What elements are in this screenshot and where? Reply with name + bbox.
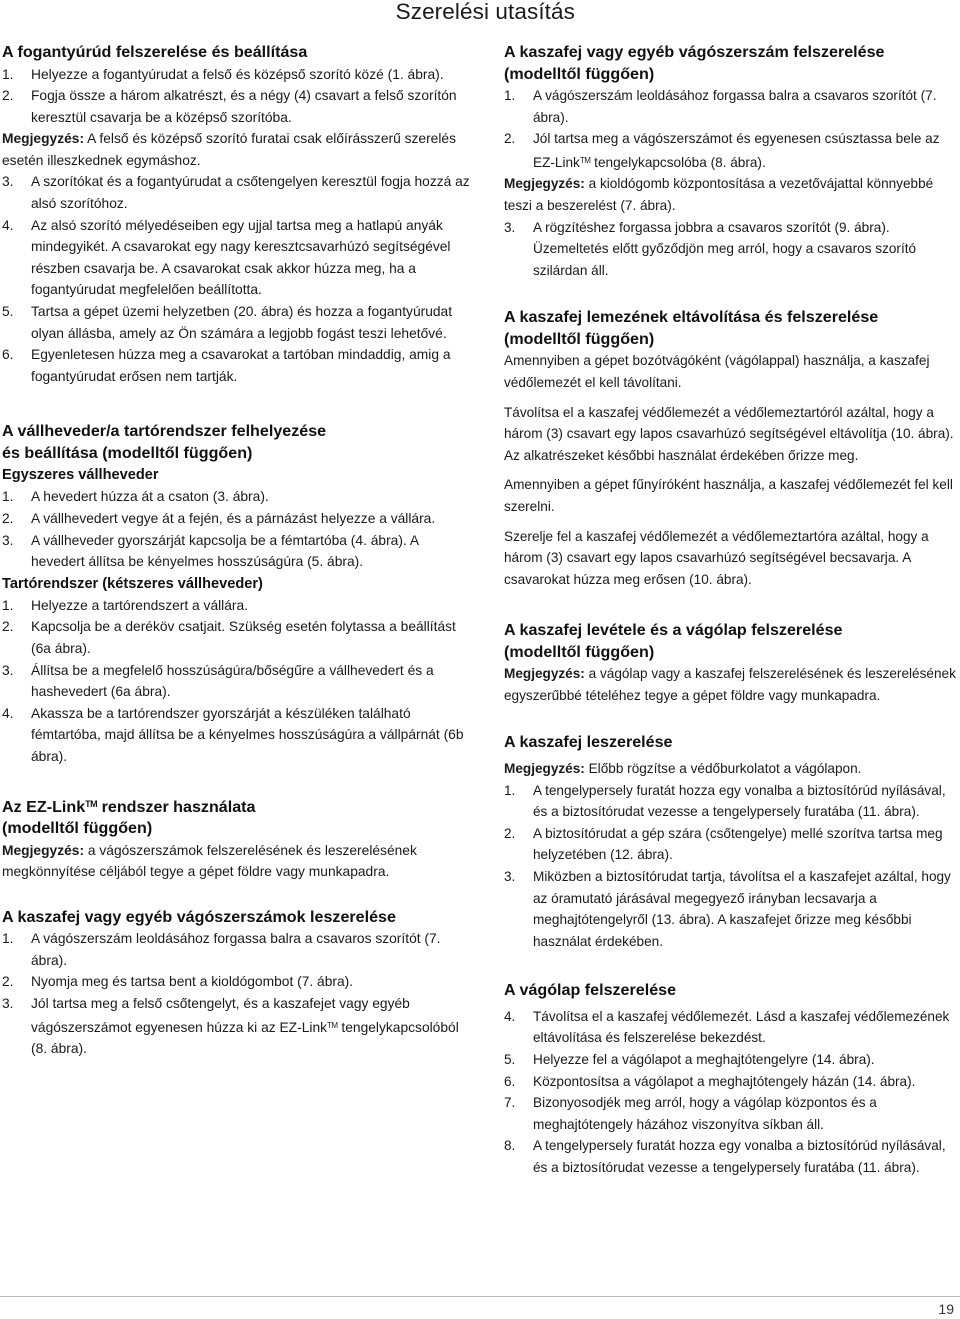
step-number: 2. <box>2 88 14 104</box>
heading-line: A kaszafej lemezének eltávolítása és felszerelése <box>504 308 879 327</box>
footer-divider <box>0 1296 960 1297</box>
section-heading: A fogantyúrúd felszerelése és beállítása <box>2 43 308 61</box>
step-number: 8. <box>504 1138 516 1154</box>
step-text: Jól tartsa meg a felső csőtengelyt, és a kaszafejet vagy egyéb vágószerszámot egyenesen húzza ki az EZ-Link <box>31 996 410 1035</box>
heading-line: A kaszafej vagy egyéb vágószerszám felszerelése <box>504 43 885 61</box>
step-text: Nyomja meg és tartsa bent a kioldógombot (7. ábra). <box>31 974 354 990</box>
step-text: A tengelypersely furatát hozza egy vonalba a biztosítórúd nyílásával, és a biztosítórudat vezesse a tengelypersely furatába (11. ábra). <box>533 1138 946 1175</box>
paragraph: Amennyiben a gépet fűnyíróként használja, a kaszafej védőlemezét fel kell szerelni. <box>504 477 953 514</box>
left-column <box>2 42 472 1060</box>
step-text: Kapcsolja be a deréköv csatjait. Szükség esetén folytassa a beállítást (6a ábra). <box>31 619 456 656</box>
subsection-heading: Egyszeres vállheveder <box>2 467 159 484</box>
step-number: 1. <box>2 489 14 505</box>
note-label: Megjegyzés: <box>504 176 585 192</box>
note-text: a kioldógomb központosítása a vezetővájattal könnyebbé teszi a beszerelést (7. ábra). <box>504 176 934 213</box>
list-item <box>2 660 472 703</box>
list-item <box>504 780 956 823</box>
list-item <box>2 486 472 508</box>
note <box>504 758 956 780</box>
list-item <box>2 344 472 387</box>
heading-line: (modelltől függően) <box>504 642 655 661</box>
list-item <box>2 171 472 214</box>
step-text: A vágószerszám leoldásához forgassa balra a csavaros szorítót (7. ábra). <box>31 931 441 968</box>
step-text: Miközben a biztosítórudat tartja, távolítsa el a kaszafejet azáltal, hogy az óramutató járásával megegyező irányban lecsavarja a meghajtótengelyről (13. ábra). A kaszafejet őrizze meg későbbi használat érdekében. <box>533 868 951 949</box>
step-text: Központosítsa a vágólapot a meghajtótengely házán (14. ábra). <box>533 1073 916 1089</box>
step-number: 5. <box>504 1052 516 1067</box>
step-text: A vállheveder gyorszárját kapcsolja be a fémtartóba (4. ábra). A hevedert állítsa be kényelmes hosszúságúra (5. ábra). <box>31 532 419 570</box>
note-label: Megjegyzés: <box>504 760 585 776</box>
page-number: 19 <box>938 1301 954 1317</box>
list-item <box>2 215 472 301</box>
step-text: Távolítsa el a kaszafej védőlemezét. Lásd a kaszafej védőlemezének eltávolítása és felszerelése bekezdést. <box>533 1008 950 1046</box>
list-item <box>504 866 956 952</box>
step-number: 3. <box>504 868 516 884</box>
list-item <box>2 508 472 530</box>
step-number: 2. <box>504 825 516 841</box>
list-item <box>2 595 472 617</box>
note-label: Megjegyzés: <box>2 842 85 858</box>
step-number: 5. <box>2 304 14 320</box>
step-text: Tartsa a gépet üzemi helyzetben (20. ábra) és hozza a fogantyúrudat olyan állásba, amely az Ön számára a legjobb fogást teszi lehetővé. <box>31 304 453 341</box>
step-text: Helyezze a tartórendszert a vállára. <box>31 597 249 613</box>
list-item <box>504 85 956 128</box>
note <box>504 663 956 706</box>
step-number: 1. <box>2 931 14 947</box>
step-text: Jól tartsa meg a vágószerszámot és egyenesen csúsztassa bele az EZ-Link <box>533 131 940 170</box>
trademark-mark: TM <box>327 1020 338 1030</box>
section-heading <box>504 307 956 350</box>
list-item <box>2 85 472 128</box>
list-item <box>2 301 472 344</box>
step-number: 3. <box>2 174 14 190</box>
section-heading: A kaszafej leszerelése <box>504 733 673 752</box>
list-item <box>504 1049 956 1071</box>
paragraph: Amennyiben a gépet bozótvágóként (vágólappal) használja, a kaszafej védőlemezét el kell távolítani. <box>504 353 930 390</box>
step-text: tengelykapcsolóból (8. ábra). <box>31 1019 459 1057</box>
trademark-mark: TM <box>85 798 98 809</box>
paragraph: Szerelje fel a kaszafej védőlemezét a védőlemeztartóra azáltal, hogy a három (3) csavart egy lapos csavarhúzó segítségével becsavarja. A csavarokat húzza meg erősen (10. ábra). <box>504 528 929 587</box>
list-item <box>504 1092 956 1135</box>
list-item <box>504 1135 956 1178</box>
note-label: Megjegyzés: <box>504 666 585 682</box>
step-number: 4. <box>2 217 14 233</box>
step-number: 4. <box>504 1008 516 1024</box>
list-item <box>504 128 956 173</box>
page-title: Szerelési utasítás <box>395 0 575 24</box>
step-number: 6. <box>504 1073 516 1089</box>
list-item <box>504 823 956 866</box>
list-item <box>2 64 472 86</box>
step-number: 3. <box>2 532 14 548</box>
section-heading <box>2 794 472 840</box>
step-text: Akassza be a tartórendszer gyorszárját a készüléken található fémtartóba, majd állítsa be a kényelmes hosszúságúra a vállpárnát (6b ábra). <box>31 705 464 764</box>
step-text: A vállhevedert vegye át a fején, és a párnázást helyezze a vállára. <box>31 511 436 526</box>
step-number: 1. <box>2 66 14 82</box>
step-text: Egyenletesen húzza meg a csavarokat a tartóban mindaddig, amig a fogantyúrudat erősen nem tartják. <box>31 347 451 384</box>
step-text: tengelykapcsolóba (8. ábra). <box>590 154 766 170</box>
paragraph: Távolítsa el a kaszafej védőlemezét a védőlemeztartóról azáltal, hogy a három (3) csavart egy lapos csavarhúzó segítségével eltávolítja (10. ábra). Az alkatrészeket későbbi használat érdekében őrizze meg. <box>504 404 954 463</box>
section-heading: A vágólap felszerelése <box>504 981 677 1000</box>
list-item <box>504 1071 956 1093</box>
step-text: A tengelypersely furatát hozza egy vonalba a biztosítórúd nyílásával, és a biztosítórudat vezesse a tengelypersely furatába (11. ábra). <box>533 782 946 820</box>
step-number: 2. <box>2 619 14 635</box>
list-item <box>2 971 472 993</box>
heading-line: és beállítása (modelltől függően) <box>2 443 253 462</box>
heading-line: (modelltől függően) <box>504 329 655 348</box>
note-text: A felső és középső szorító furatai csak előírásszerű szerelés esetén illeszkednek egymáshoz. <box>2 131 456 168</box>
note-text: Előbb rögzítse a védőburkolatot a vágólapon. <box>584 760 862 776</box>
note-text: a vágólap vagy a kaszafej felszerelésének és leszerelésének egyszerűbbé tételéhez tegye a gépet földre vagy munkapadra. <box>504 666 956 703</box>
step-number: 3. <box>2 996 14 1011</box>
step-number: 2. <box>504 131 516 147</box>
note <box>2 840 472 883</box>
step-text: Helyezze a fogantyúrudat a felső és középső szorító közé (1. ábra). <box>31 66 444 82</box>
step-text: A vágószerszám leoldásához forgassa balra a csavaros szorítót (7. ábra). <box>533 88 937 125</box>
step-number: 2. <box>2 974 14 990</box>
list-item <box>504 1006 956 1049</box>
list-item <box>2 616 472 659</box>
heading-text: rendszer használata <box>97 797 256 816</box>
step-number: 1. <box>504 88 516 103</box>
step-text: Helyezze fel a vágólapot a meghajtótengelyre (14. ábra). <box>533 1052 875 1067</box>
step-text: Fogja össze a három alkatrészt, és a négy (4) csavart a felső szorítón keresztül csavarja be a középső szorítóba. <box>31 88 457 125</box>
step-number: 1. <box>2 597 14 613</box>
list-item <box>2 993 472 1060</box>
step-number: 2. <box>2 511 14 526</box>
section-heading <box>504 42 956 85</box>
step-number: 1. <box>504 782 516 798</box>
step-number: 6. <box>2 347 14 363</box>
note-label: Megjegyzés: <box>2 131 85 147</box>
step-text: A rögzítéshez forgassa jobbra a csavaros szorítót (9. ábra). Üzemeltetés előtt győződjön meg arról, hogy a csavaros szorító szilárdan áll. <box>533 219 917 278</box>
heading-text: Az EZ-Link <box>2 797 86 816</box>
section-heading <box>504 620 956 663</box>
step-number: 3. <box>2 662 14 678</box>
heading-line: (modelltől függően) <box>2 819 153 838</box>
right-column <box>504 42 956 1179</box>
heading-line: (modelltől függően) <box>504 64 655 83</box>
list-item <box>2 530 472 573</box>
section-heading: A kaszafej vagy egyéb vágószerszámok leszerelése <box>2 907 396 926</box>
note <box>2 128 472 171</box>
step-number: 4. <box>2 705 14 721</box>
note-text: a vágószerszámok felszerelésének és leszerelésének megkönnyítése céljából tegye a gépet földre vagy munkapadra. <box>2 842 417 880</box>
trademark-mark: TM <box>579 155 591 165</box>
list-item <box>2 703 472 768</box>
list-item <box>504 217 956 282</box>
note <box>504 173 956 216</box>
section-heading <box>2 421 472 464</box>
step-text: Az alsó szorító mélyedéseiben egy ujjal tartsa meg a hatlapú anyák mindegyikét. A csavarokat egy nagy keresztcsavarhúzó segítségével részben csavarja be. A csavarokat csak akkor húzza meg, ha a fogantyúrudat megfelelően beállította. <box>31 217 451 298</box>
step-text: A biztosítórudat a gép szára (csőtengelye) mellé szorítva tartsa meg helyzetében (12. ábra). <box>533 825 943 863</box>
heading-line: A kaszafej levétele és a vágólap felszerelése <box>504 621 843 640</box>
step-text: Bizonyosodjék meg arról, hogy a vágólap központos és a meghajtótengely házához viszonyítva síkban áll. <box>533 1095 877 1132</box>
step-number: 3. <box>504 219 516 235</box>
heading-line: A vállheveder/a tartórendszer felhelyezése <box>2 422 327 441</box>
list-item <box>2 928 472 971</box>
step-text: A hevedert húzza át a csaton (3. ábra). <box>31 489 269 505</box>
step-text: A szorítókat és a fogantyúrudat a csőtengelyen keresztül fogja hozzá az alsó szorítóhoz. <box>31 174 470 212</box>
subsection-heading: Tartórendszer (kétszeres vállheveder) <box>2 575 263 592</box>
step-text: Állítsa be a megfelelő hosszúságúra/bőségűre a vállhevedert és a hashevedert (6a ábra). <box>31 662 434 700</box>
step-number: 7. <box>504 1095 516 1111</box>
